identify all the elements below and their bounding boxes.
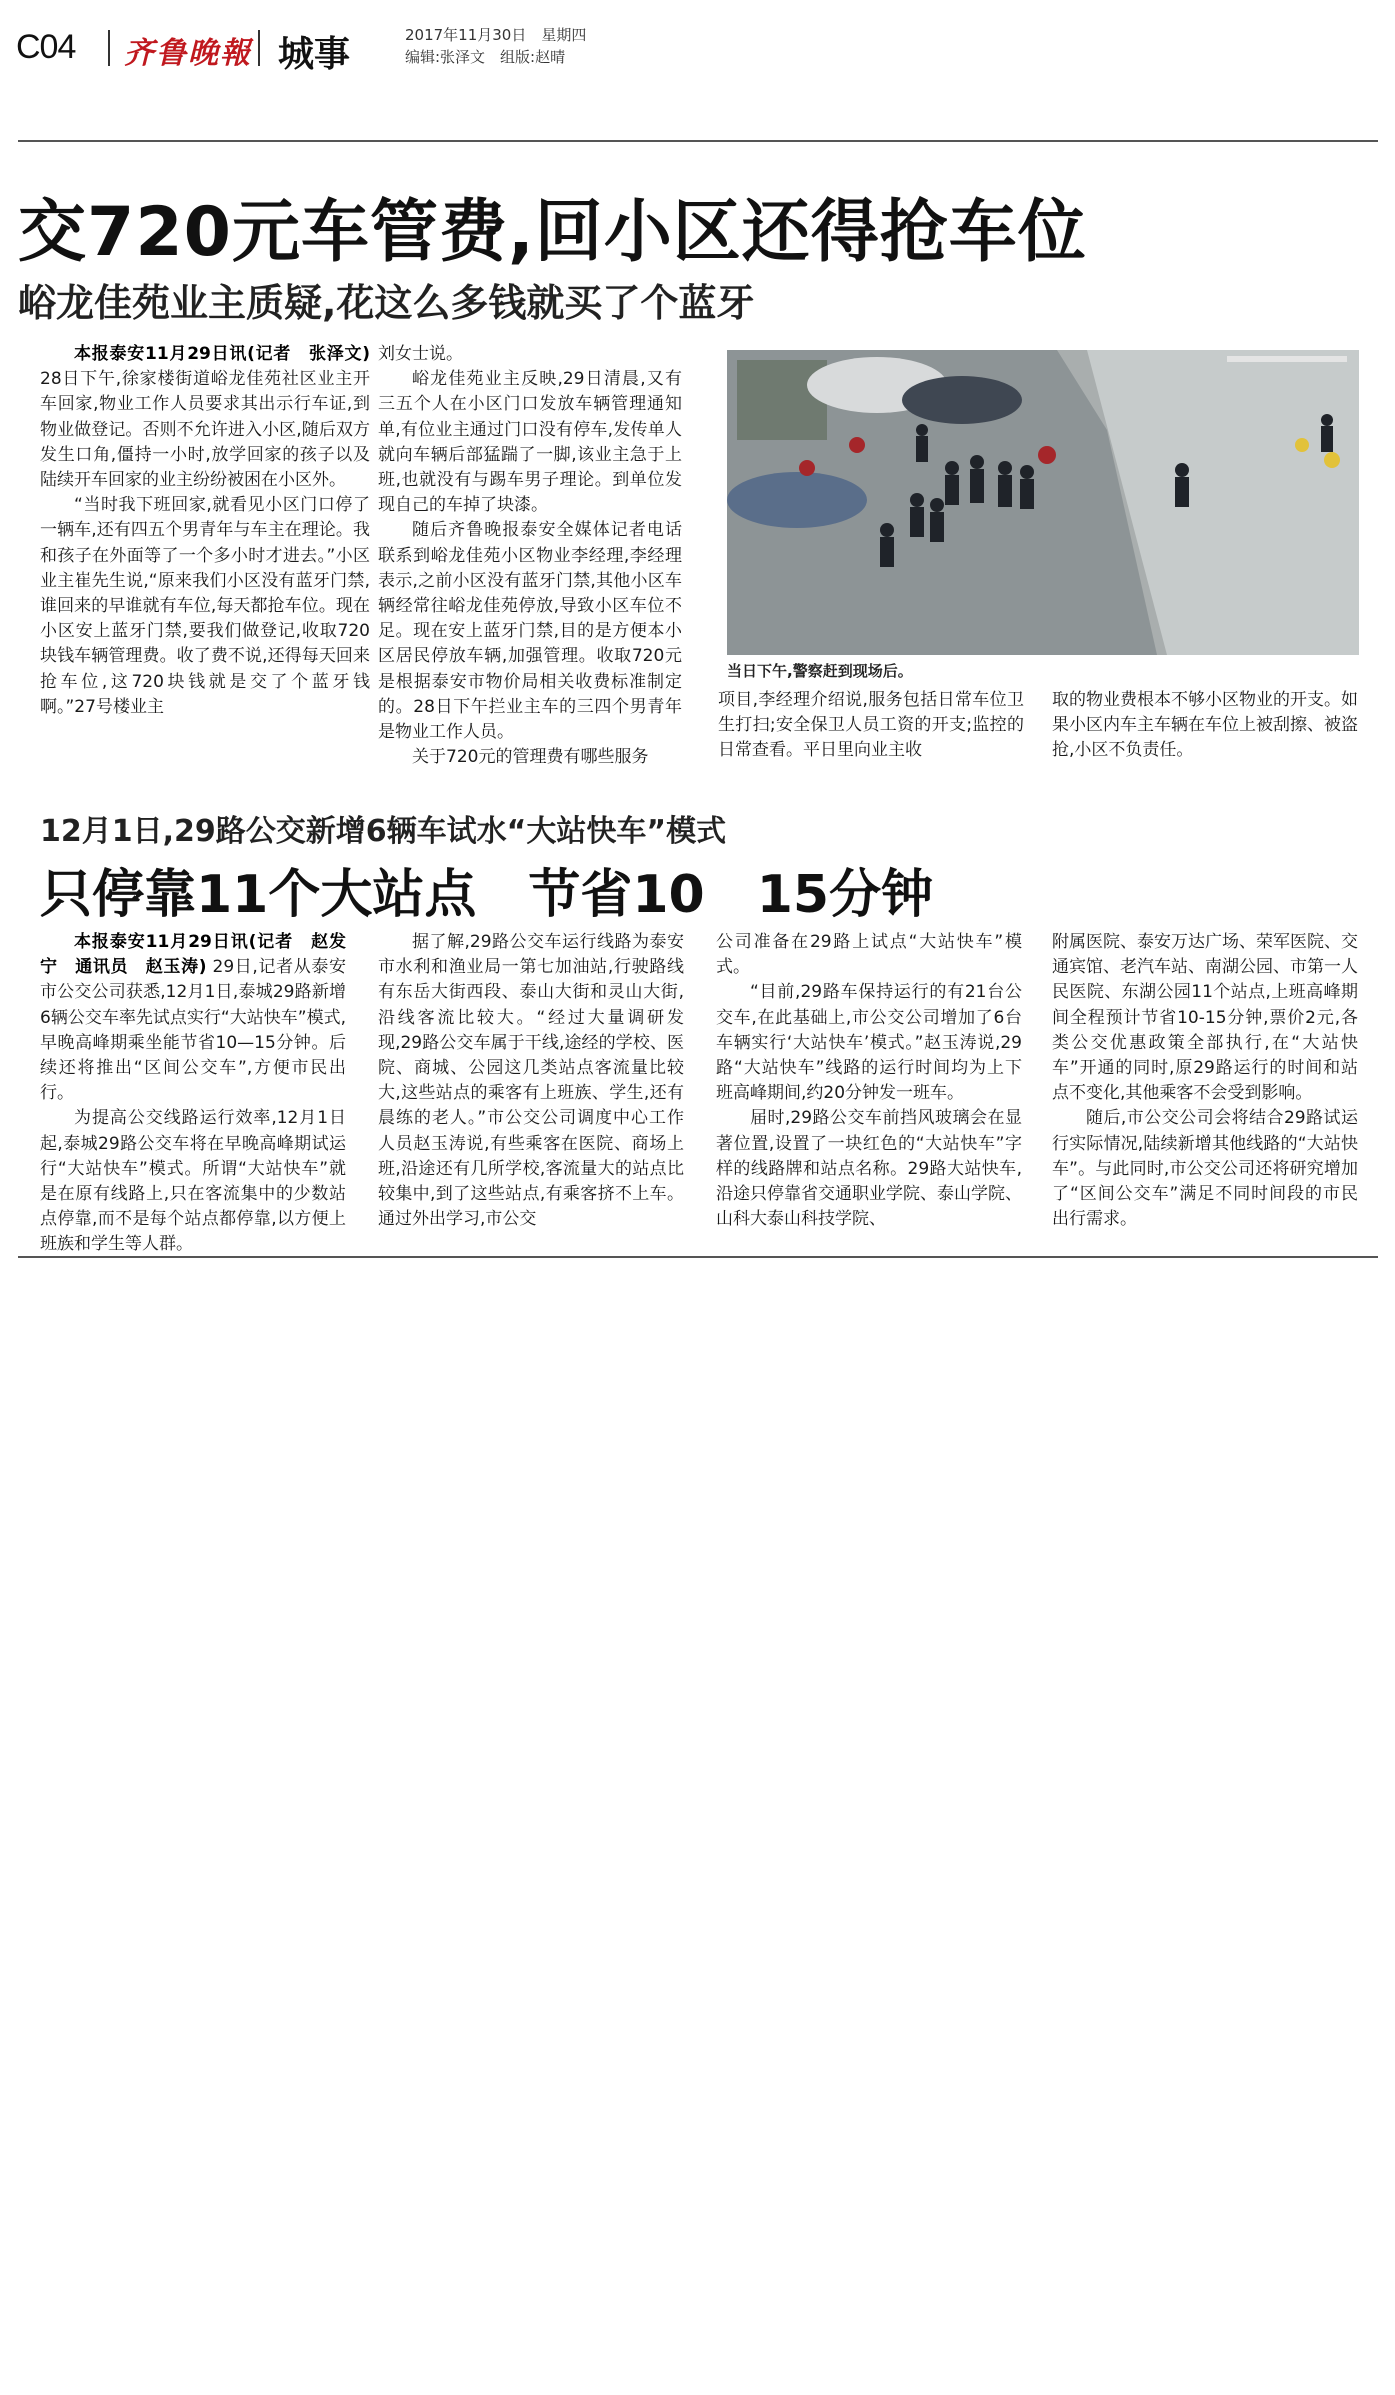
story2-paragraph: 公司准备在29路上试点“大站快车”模式。 [716, 932, 1022, 978]
editor-line: 编辑:张泽文 组版:赵晴 [405, 48, 566, 66]
photo-caption: 当日下午,警察赶到现场后。 [727, 662, 913, 680]
story1-column-2 [378, 342, 682, 770]
story1-headline: 交720元车管费,回小区还得抢车位 [18, 193, 1087, 272]
story1-paragraph: 随后齐鲁晚报泰安全媒体记者电话联系到峪龙佳苑小区物业李经理,李经理表示,之前小区没有蓝牙门禁,其他小区车辆经常往峪龙佳苑停放,导致小区车位不足。现在安上蓝牙门禁,目的是方便本小区居民停放车辆,加强管理。收取720元是根据泰安市物价局相关收费标准制定的。28日下午拦业主车的三四个男青年是物业工作人员。 [378, 520, 682, 743]
masthead-divider [258, 30, 260, 66]
story2-kicker: 12月1日,29路公交新增6辆车试水“大站快车”模式 [40, 814, 727, 849]
story1-subhead: 峪龙佳苑业主质疑,花这么多钱就买了个蓝牙 [18, 281, 755, 325]
bottom-rule [18, 1256, 1378, 1258]
masthead-divider [108, 30, 110, 66]
story2-paragraph: 29日,记者从泰安市公交公司获悉,12月1日,泰城29路新增6辆公交车率先试点实行“大站快车”模式,早晚高峰期乘坐能节省10—15分钟。后续还将推出“区间公交车”,方便市民出行。 [40, 957, 346, 1104]
story1-paragraph: 关于720元的管理费有哪些服务 [412, 747, 649, 768]
story2-column-3 [716, 930, 1022, 1232]
story2-paragraph: 附属医院、泰安万达广场、荣军医院、交通宾馆、老汽车站、南湖公园、市第一人民医院、东湖公园11个站点,上班高峰期间全程预计节省10-15分钟,票价2元,各类公交优惠政策全部执行,在“大站快车”开通的同时,原29路运行的时间和站点不变化,其他乘客不会受到影响。 [1052, 932, 1358, 1104]
story2-paragraph: 据了解,29路公交车运行线路为泰安市水利和渔业局一第七加油站,行驶路线有东岳大街西段、泰山大街和灵山大街,沿线客流比较大。“经过大量调研发现,29路公交车属于干线,途经的学校、医院、商城、公园这几类站点客流量比较大,这些站点的乘客有上班族、学生,还有晨练的老人。”市公交公司调度中心工作人员赵玉涛说,有些乘客在医院、商场上班,沿途还有几所学校,客流量大的站点比较集中,到了这些站点,有乘客挤不上车。通过外出学习,市公交 [378, 932, 684, 1230]
story1-paragraph: 峪龙佳苑业主反映,29日清晨,又有三五个人在小区门口发放车辆管理通知单,有位业主通过门口没有停车,发传单人就向车辆后部猛踹了一脚,该业主急于上班,也就没有与踢车男子理论。到单位发现自己的车掉了块漆。 [378, 369, 682, 516]
story2-column-1 [40, 930, 346, 1258]
story2-paragraph: 届时,29路公交车前挡风玻璃会在显著位置,设置了一块红色的“大站快车”字样的线路牌和站点名称。29路大站快车,沿途只停靠省交通职业学院、泰山学院、山科大泰山科技学院、 [716, 1108, 1022, 1230]
story2-headline: 只停靠11个大站点 节省10 15分钟 [40, 865, 934, 925]
story1-column-3 [718, 688, 1024, 764]
date-line: 2017年11月30日 星期四 [405, 26, 587, 44]
page-code: C04 [16, 28, 76, 66]
story1-paragraph: 取的物业费根本不够小区物业的开支。如果小区内车主车辆在车位上被刮擦、被盗抢,小区不负责任。 [1052, 690, 1358, 761]
story1-paragraph: 28日下午,徐家楼街道峪龙佳苑社区业主开车回家,物业工作人员要求其出示行车证,到物业做登记。否则不允许进入小区,随后双方发生口角,僵持一小时,放学回家的孩子以及陆续开车回家的业主纷纷被困在小区外。 [40, 369, 370, 491]
story2-paragraph: 为提高公交线路运行效率,12月1日起,泰城29路公交车将在早晚高峰期试运行“大站快车”模式。所谓“大站快车”就是在原有线路上,只在客流集中的少数站点停靠,而不是每个站点都停靠,以方便上班族和学生等人群。 [40, 1108, 346, 1255]
newspaper-logo: 齐鲁晚報 [124, 36, 252, 71]
top-rule [18, 140, 1378, 142]
story1-paragraph: 项目,李经理介绍说,服务包括日常车位卫生打扫;安全保卫人员工资的开支;监控的日常查看。平日里向业主收 [718, 690, 1024, 761]
story1-byline: 本报泰安11月29日讯(记者 张泽文) [74, 344, 370, 364]
story2-paragraph: “目前,29路车保持运行的有21台公交车,在此基础上,市公交公司增加了6台车辆实行‘大站快车’模式。”赵玉涛说,29路“大站快车”线路的运行时间均为上下班高峰期间,约20分钟发一班车。 [716, 982, 1022, 1104]
story1-column-1 [40, 342, 370, 720]
story2-column-4 [1052, 930, 1358, 1232]
story2-column-2 [378, 930, 684, 1232]
story1-paragraph: 刘女士说。 [378, 344, 463, 364]
section-title: 城事 [278, 34, 351, 75]
story1-paragraph: “当时我下班回家,就看见小区门口停了一辆车,还有四五个男青年与车主在理论。我和孩子在外面等了一个多小时才进去。”小区业主崔先生说,“原来我们小区没有蓝牙门禁,谁回来的早谁就有车位,每天都抢车位。现在小区安上蓝牙门禁,要我们做登记,收取720块钱车辆管理费。收了费不说,还得每天回来抢车位,这720块钱就是交了个蓝牙钱啊。”27号楼业主 [40, 495, 370, 717]
news-photo [727, 350, 1359, 655]
crowd-photo-illustration [727, 350, 1359, 655]
story1-column-4 [1052, 688, 1358, 764]
story2-byline: 本报泰安11月29日讯(记者 赵发宁 通讯员 赵玉涛) [40, 932, 346, 978]
story2-paragraph: 随后,市公交公司会将结合29路试运行实际情况,陆续新增其他线路的“大站快车”。与此同时,市公交公司还将研究增加了“区间公交车”满足不同时间段的市民出行需求。 [1052, 1108, 1358, 1230]
